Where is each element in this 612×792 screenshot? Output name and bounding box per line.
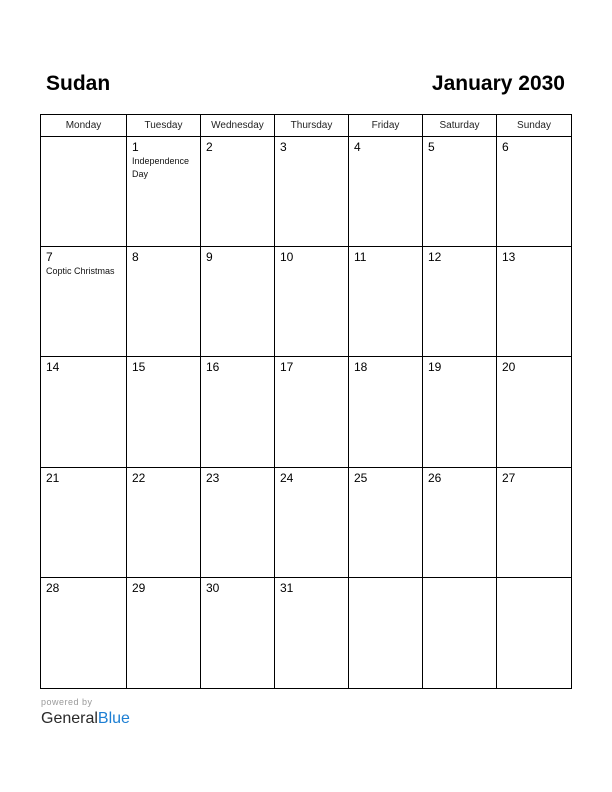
day-cell xyxy=(275,578,349,688)
day-cell xyxy=(275,357,349,467)
day-cell xyxy=(497,578,571,688)
day-cell xyxy=(127,468,201,578)
day-cell xyxy=(201,468,275,578)
day-cell xyxy=(423,468,497,578)
day-number: 11 xyxy=(354,250,367,265)
brand-name-general: General xyxy=(41,710,98,727)
day-number: 4 xyxy=(354,140,361,154)
day-cell xyxy=(127,137,201,247)
day-cell xyxy=(41,137,127,247)
day-number: 12 xyxy=(428,250,442,265)
day-cell xyxy=(349,468,423,578)
day-number: 24 xyxy=(280,470,294,485)
weekday-header-monday: Monday xyxy=(41,115,127,137)
day-cell xyxy=(423,137,497,247)
day-cell xyxy=(201,247,275,357)
day-cell xyxy=(349,137,423,247)
day-number: 27 xyxy=(502,470,516,485)
page-title-country: Sudan xyxy=(46,72,111,95)
holiday-label: Coptic Christmas xyxy=(46,266,115,277)
calendar-grid xyxy=(40,114,572,689)
day-number: 29 xyxy=(132,580,146,595)
day-number: 1 xyxy=(132,140,139,154)
brand-name-blue: Blue xyxy=(97,710,130,727)
day-number: 5 xyxy=(428,140,435,154)
day-cell xyxy=(497,468,571,578)
day-number: 6 xyxy=(502,140,509,154)
day-cell xyxy=(423,247,497,357)
weekday-header-thursday: Thursday xyxy=(275,115,349,137)
weekday-header-sunday: Sunday xyxy=(497,115,571,137)
day-cell xyxy=(275,247,349,357)
holiday-label: Independence Day xyxy=(132,156,190,179)
page-title-month: January 2030 xyxy=(431,72,565,95)
day-cell xyxy=(423,357,497,467)
day-number: 14 xyxy=(46,360,60,375)
day-number: 13 xyxy=(502,250,516,265)
day-number: 23 xyxy=(206,470,220,485)
day-cell xyxy=(201,578,275,688)
day-cell xyxy=(275,137,349,247)
day-number: 15 xyxy=(132,360,146,375)
day-cell xyxy=(127,578,201,688)
day-number: 19 xyxy=(428,360,442,375)
day-number: 25 xyxy=(354,470,368,485)
powered-by-label: powered by xyxy=(41,697,93,707)
day-number: 3 xyxy=(280,140,287,154)
day-number: 9 xyxy=(206,250,213,265)
day-number: 22 xyxy=(132,470,146,485)
day-number: 20 xyxy=(502,360,516,375)
day-number: 18 xyxy=(354,360,368,375)
day-cell xyxy=(127,247,201,357)
day-cell xyxy=(497,137,571,247)
day-cell xyxy=(349,247,423,357)
day-cell xyxy=(127,357,201,467)
day-cell xyxy=(349,357,423,467)
day-cell xyxy=(497,357,571,467)
day-cell xyxy=(41,578,127,688)
day-number: 30 xyxy=(206,580,220,595)
day-number: 8 xyxy=(132,250,139,265)
brand-logo[interactable] xyxy=(41,709,130,729)
day-cell xyxy=(201,357,275,467)
weekday-header-saturday: Saturday xyxy=(423,115,497,137)
day-number: 2 xyxy=(206,140,213,154)
day-number: 26 xyxy=(428,470,442,485)
footer-branding xyxy=(41,697,130,729)
day-number: 21 xyxy=(46,470,60,485)
day-number: 28 xyxy=(46,580,60,595)
weekday-header-tuesday: Tuesday xyxy=(127,115,201,137)
day-number: 17 xyxy=(280,360,294,375)
day-cell xyxy=(41,468,127,578)
day-number: 16 xyxy=(206,360,220,375)
day-cell xyxy=(201,137,275,247)
weekday-header-friday: Friday xyxy=(349,115,423,137)
day-number: 10 xyxy=(280,250,294,265)
day-number: 31 xyxy=(280,580,294,595)
day-number: 7 xyxy=(46,250,53,265)
day-cell xyxy=(497,247,571,357)
day-cell xyxy=(349,578,423,688)
day-cell xyxy=(41,247,127,357)
day-cell xyxy=(275,468,349,578)
weekday-header-wednesday: Wednesday xyxy=(201,115,275,137)
day-cell xyxy=(423,578,497,688)
day-cell xyxy=(41,357,127,467)
